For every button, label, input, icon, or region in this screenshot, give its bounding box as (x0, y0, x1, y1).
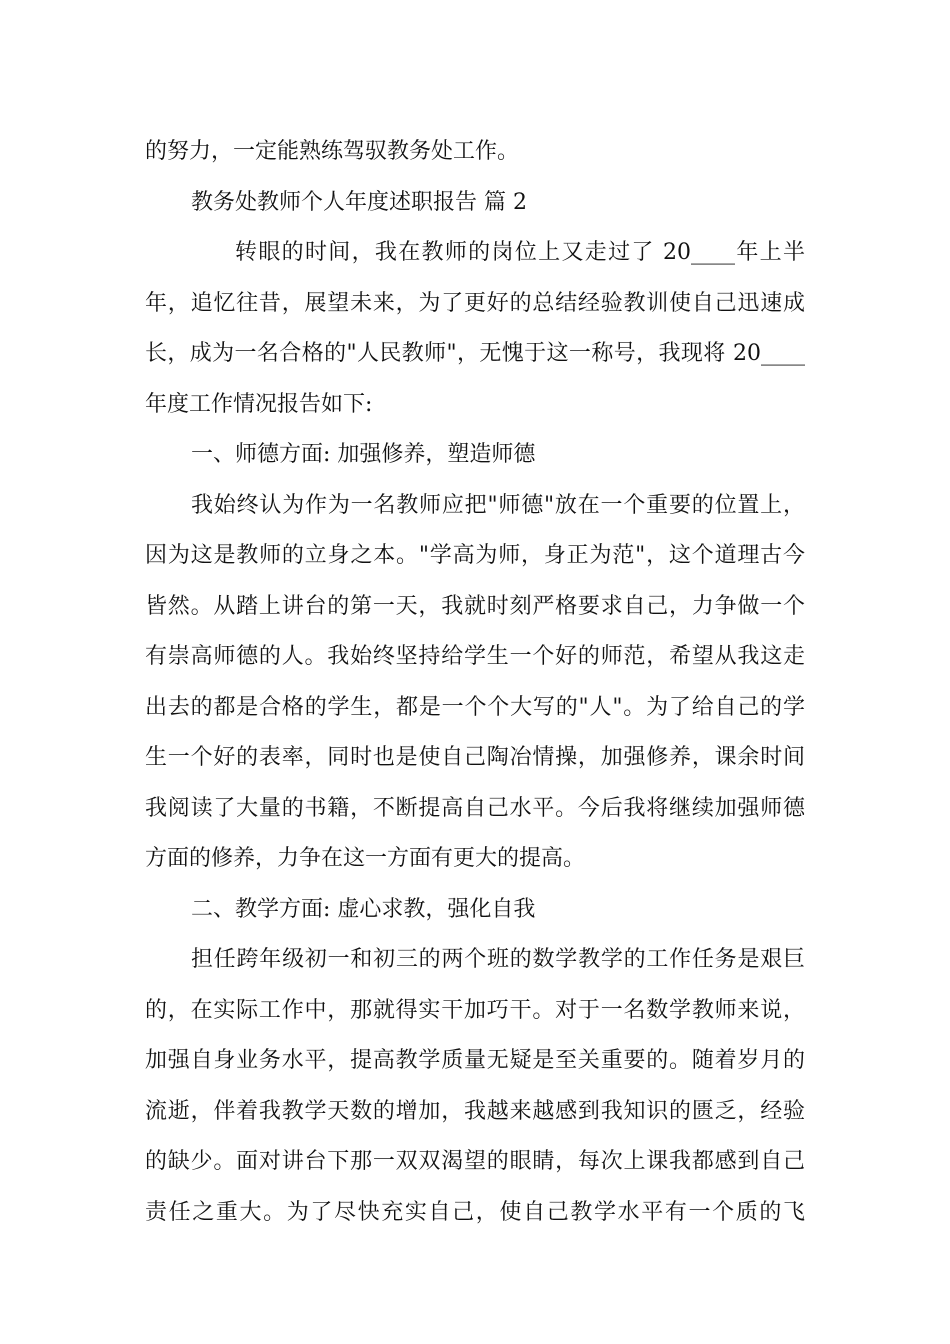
text-line: 我始终认为作为一名教师应把"师德"放在一个重要的位置上， (191, 493, 805, 518)
text-line: 出去的都是合格的学生，都是一个个大写的"人"。为了给自己的学 (145, 695, 805, 720)
text-line: 年，追忆往昔，展望未来，为了更好的总结经验教训使自己迅速成 (145, 291, 805, 316)
text-line: 有崇高师德的人。我始终坚持给学生一个好的师范，希望从我这走 (145, 644, 805, 669)
text-line: 担任跨年级初一和初三的两个班的数学教学的工作任务是艰巨 (191, 947, 805, 972)
text-line: 责任之重大。为了尽快充实自己，使自己教学水平有一个质的飞 (145, 1200, 805, 1225)
text-line: 的，在实际工作中，那就得实干加巧干。对于一名数学教师来说， (145, 998, 805, 1023)
text-line: 流逝，伴着我教学天数的增加，我越来越感到我知识的匮乏，经验 (145, 1099, 805, 1124)
text-line: 生一个好的表率，同时也是使自己陶冶情操，加强修养，课余时间 (145, 745, 805, 770)
section-heading: 教务处教师个人年度述职报告 篇 2 (191, 190, 527, 215)
text-line: 方面的修养，力争在这一方面有更大的提高。 (145, 846, 586, 871)
text-line: 年度工作情况报告如下: (145, 392, 373, 417)
section-heading: 二、教学方面: 虚心求教，强化自我 (191, 897, 536, 922)
text-line: 加强自身业务水平，提高教学质量无疑是至关重要的。随着岁月的 (145, 1048, 805, 1073)
section-heading: 一、师德方面: 加强修养，塑造师德 (191, 442, 536, 467)
text-line: 我阅读了大量的书籍，不断提高自己水平。今后我将继续加强师德 (145, 796, 805, 821)
text-line: 因为这是教师的立身之本。"学高为师，身正为范"，这个道理古今 (145, 543, 805, 568)
text-line: 皆然。从踏上讲台的第一天，我就时刻严格要求自己，力争做一个 (145, 594, 805, 619)
text-line: 转眼的时间，我在教师的岗位上又走过了 20____年上半 (235, 240, 805, 265)
text-line: 长，成为一名合格的"人民教师"，无愧于这一称号，我现将 20____ (145, 341, 805, 366)
text-line: 的缺少。面对讲台下那一双双渴望的眼睛，每次上课我都感到自己 (145, 1149, 805, 1174)
text-line: 的努力，一定能熟练驾驭教务处工作。 (145, 139, 520, 164)
